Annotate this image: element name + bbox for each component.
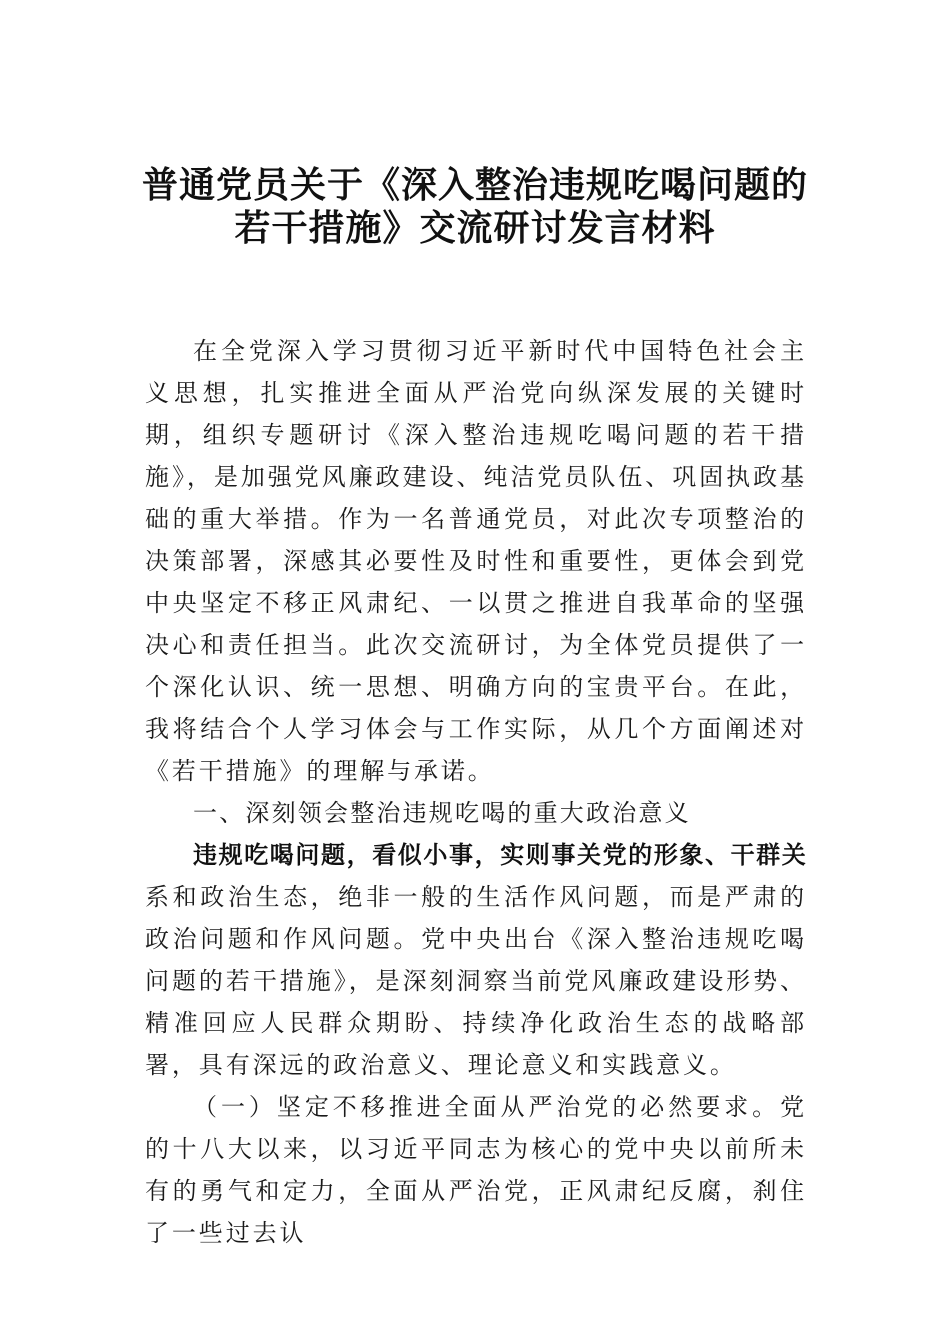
section-heading: 一、深刻领会整治违规吃喝的重大政治意义: [193, 799, 691, 827]
intro-paragraph: 在全党深入学习贯彻习近平新时代中国特色社会主义思想，扎实推进全面从严治党向纵深发展的关键时期，组织专题研讨《深入整治违规吃喝问题的若干措施》，是加强党风廉政建设、纯洁党员队伍、巩固执政基础的重大举措。作为一名普通党员，对此次专项整治的决策部署，深感其必要性及时性和重要性，更体会到党中央坚定不移正风肃纪、一以贯之推进自我革命的坚强决心和责任担当。此次交流研讨，为全体党员提供了一个深化认识、统一思想、明确方向的宝贵平台。在此，我将结合个人学习体会与工作实际，从几个方面阐述对《若干措施》的理解与承诺。: [145, 337, 807, 785]
section-lead-sentence: 违规吃喝问题，看似小事，实则事关党的形象、干群关: [193, 841, 807, 869]
section-paragraph: [145, 834, 807, 1086]
document-title-line-2: 若干措施》交流研讨发言材料: [234, 207, 716, 249]
document-body: [145, 330, 807, 1254]
subsection-paragraph: （一）坚定不移推进全面从严治党的必然要求。党的十八大以来，以习近平同志为核心的党中央以前所未有的勇气和定力，全面从严治党，正风肃纪反腐，刹住了一些过去认: [145, 1093, 807, 1247]
document-title-line-1: 普通党员关于《深入整治违规吃喝问题的: [141, 164, 808, 206]
section-paragraph-body: 系和政治生态，绝非一般的生活作风问题，而是严肃的政治问题和作风问题。党中央出台《深入整治违规吃喝问题的若干措施》，是深刻洞察当前党风廉政建设形势、精准回应人民群众期盼、持续净化政治生态的战略部署，具有深远的政治意义、理论意义和实践意义。: [145, 883, 807, 1079]
